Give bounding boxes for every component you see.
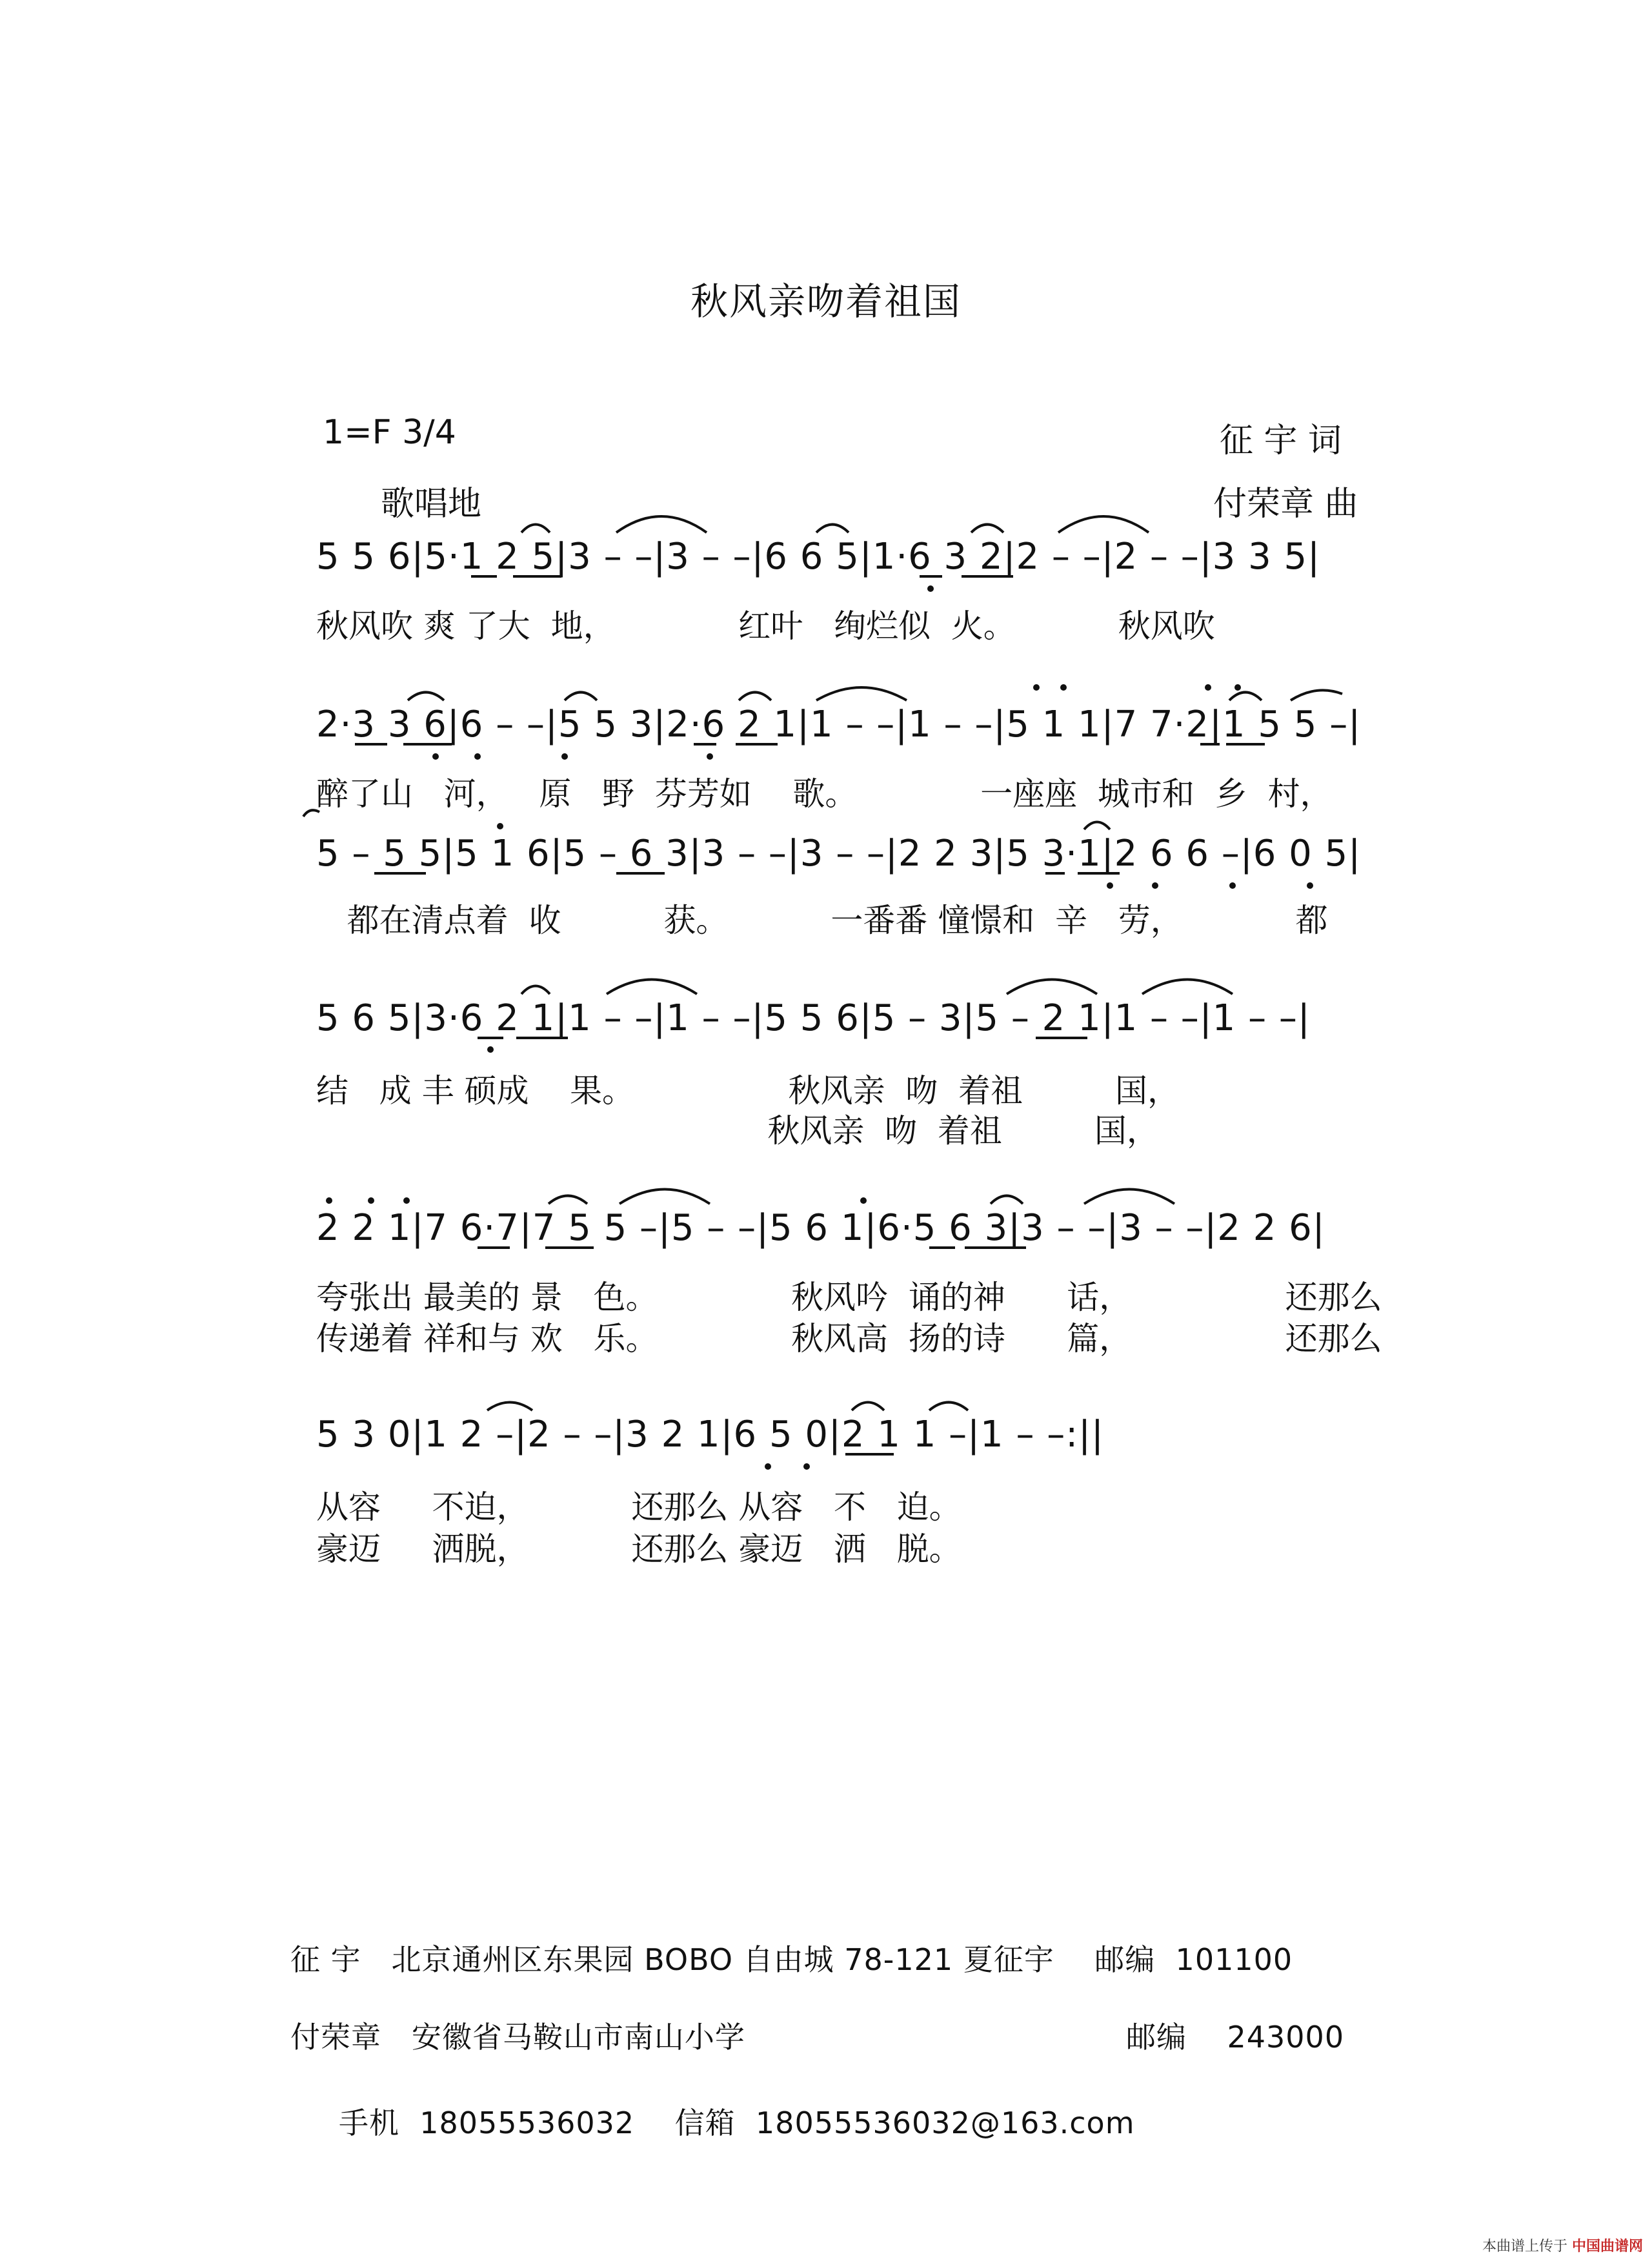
- octave-dot: [432, 753, 439, 760]
- slur: [1007, 980, 1097, 995]
- octave-dot: [1229, 882, 1236, 889]
- footer-postcode-composer: 邮编 243000: [1126, 2020, 1345, 2055]
- tempo-marking: 歌唱地: [381, 485, 482, 523]
- slur: [487, 1403, 532, 1411]
- octave-dot: [368, 1197, 374, 1204]
- octave-dot: [497, 823, 503, 829]
- slur: [565, 693, 597, 701]
- octave-dot: [927, 585, 934, 592]
- score-notes-line-6: 5 3 0|1 2 –|2 – –|3 2 1|6 5 0|2 1 1 –|1 – –:||: [316, 1414, 1104, 1456]
- slur: [929, 1403, 968, 1411]
- octave-dot: [326, 1197, 332, 1204]
- slur: [408, 693, 444, 701]
- slur: [991, 1196, 1023, 1204]
- song-title: 秋风亲吻着祖国: [690, 279, 962, 323]
- slur: [852, 1403, 884, 1411]
- lyrics-line-1: 秋风吹 爽 了大 地， 红叶 绚烂似 火。 秋风吹: [316, 607, 1215, 645]
- slur: [816, 525, 849, 533]
- composer-credit: 付荣章 曲: [1213, 485, 1358, 523]
- score-notes-line-1: 5 5 6|5·1 2 5|3 – –|3 – –|6 6 5|1·6 3 2|2 – –|2 – –|3 3 5|: [316, 536, 1321, 578]
- lyrics-line-3: 都在清点着 收 获。 一番番 憧憬和 辛 劳， 都: [316, 902, 1328, 939]
- octave-dot: [1152, 882, 1158, 889]
- octave-dot: [1107, 882, 1113, 889]
- slur: [521, 525, 550, 533]
- key-meter: 1=F 3/4: [323, 413, 456, 452]
- lyrics-line-5a: 夸张出 最美的 景 色。 秋风吟 诵的神 话， 还那么: [316, 1279, 1382, 1316]
- octave-dot: [1060, 684, 1067, 691]
- lyrics-line-6b: 豪迈 洒脱， 还那么 豪迈 洒 脱。: [316, 1530, 962, 1568]
- lyrics-line-4b: 秋风亲 吻 着祖 国，: [316, 1112, 1159, 1150]
- octave-dot: [707, 753, 713, 760]
- lyricist-credit: 征 宇 词: [1220, 421, 1342, 460]
- lyrics-line-6a: 从容 不迫， 还那么 从容 不 迫。: [316, 1488, 962, 1526]
- octave-dot: [403, 1197, 410, 1204]
- slur: [1229, 693, 1262, 701]
- lyrics-line-4a: 结 成 丰 硕成 果。 秋风亲 吻 着祖 国，: [316, 1072, 1180, 1110]
- octave-dot: [1234, 684, 1241, 691]
- slur: [1084, 1190, 1174, 1204]
- slur: [971, 525, 1003, 533]
- score-notes-line-4: 5 6 5|3·6 2 1|1 – –|1 – –|5 5 6|5 – 3|5 – 2 1|1 – –|1 – –|: [316, 997, 1311, 1039]
- octave-dot: [860, 1197, 867, 1204]
- octave-dot: [1033, 684, 1040, 691]
- lyrics-line-5b: 传递着 祥和与 欢 乐。 秋风高 扬的诗 篇， 还那么: [316, 1320, 1382, 1357]
- octave-dot: [561, 753, 568, 760]
- lyrics-line-2: 醉了山 河， 原 野 芬芳如 歌。 一座座 城市和 乡 村，: [316, 775, 1333, 813]
- octave-dot: [803, 1463, 810, 1470]
- octave-dot: [1205, 684, 1211, 691]
- footer-contact-lyricist: 征 宇 北京通州区东果园 BOBO 自由城 78-121 夏征宇 邮编 101100: [290, 1942, 1293, 1977]
- slur: [816, 687, 907, 700]
- slur: [620, 1190, 710, 1204]
- score-notes-line-3: 5 – 5 5|5 1 6|5 – 6 3|3 – –|3 – –|2 2 3|5 3·1|2 6 6 –|6 0 5|: [316, 833, 1362, 875]
- slur: [1291, 690, 1342, 700]
- slur: [739, 693, 771, 701]
- octave-dot: [474, 753, 481, 760]
- octave-dot: [765, 1463, 771, 1470]
- footer-contact-composer: 付荣章 安徽省马鞍山市南山小学: [290, 2020, 745, 2055]
- watermark-text: 本曲谱上传于: [1482, 2238, 1567, 2255]
- slur: [616, 516, 707, 533]
- slur: [549, 1196, 587, 1204]
- slur: [1058, 516, 1149, 533]
- octave-dot: [1307, 882, 1313, 889]
- slur: [521, 986, 550, 995]
- slur: [1142, 980, 1233, 995]
- site-logo: 中国曲谱网: [1571, 2238, 1643, 2255]
- site-watermark: [1482, 2235, 1643, 2255]
- score-notes-line-5: 2 2 1|7 6·7|7 5 5 –|5 – –|5 6 1|6·5 6 3|3 – –|3 – –|2 2 6|: [316, 1207, 1325, 1249]
- octave-dot: [487, 1046, 494, 1053]
- slur: [1084, 822, 1110, 830]
- score-notes-line-2: 2·3 3 6|6 – –|5 5 3|2·6 2 1|1 – –|1 – –|5 1 1|7 7·2|1 5 5 –|: [316, 704, 1362, 746]
- footer-phone-email: 手机 18055536032 信箱 18055536032@163.com: [339, 2106, 1135, 2140]
- slur: [607, 980, 697, 995]
